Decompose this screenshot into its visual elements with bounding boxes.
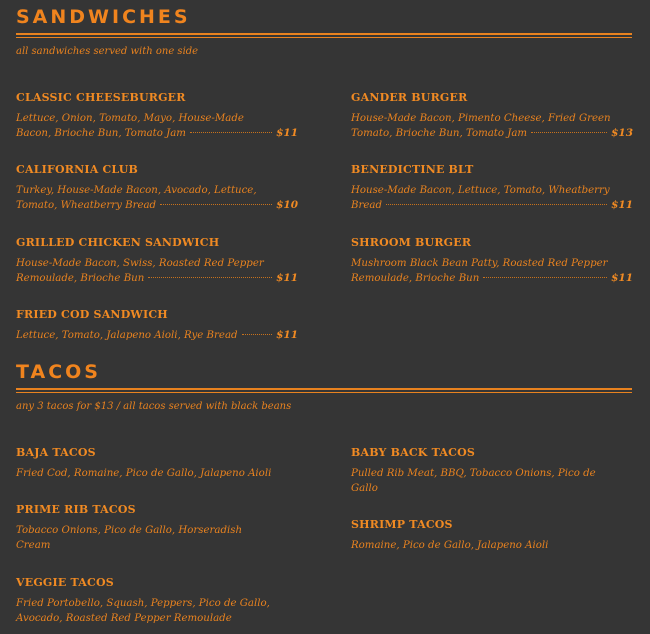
item-name: BABY BACK TACOS [351,446,475,459]
menu-item-shrimp-tacos [351,518,633,553]
tacos-divider [16,388,632,393]
item-description [351,111,633,141]
item-description [16,256,298,286]
dot-leader [483,277,607,278]
sandwiches-heading: SANDWICHES [16,6,191,28]
dot-leader [190,132,272,133]
item-name: GANDER BURGER [351,91,468,104]
menu-item-classic-cheeseburger [16,91,298,141]
menu-item-baby-back-tacos [351,446,633,496]
item-desc-line: House-Made Bacon, Pimento Cheese, Fried Green [351,113,611,124]
dot-leader [386,204,607,205]
item-desc-line: Remoulade, Brioche Bun [16,273,145,284]
item-desc-line: Tobacco Onions, Pico de Gallo, Horseradish [16,525,243,536]
tacos-heading: TACOS [16,361,101,383]
item-description [16,523,298,553]
item-name: SHRIMP TACOS [351,518,453,531]
item-desc-line: Bacon, Brioche Bun, Tomato Jam [16,128,186,139]
menu-item-benedictine-blt [351,163,633,213]
item-name: GRILLED CHICKEN SANDWICH [16,236,220,249]
dot-leader [160,204,272,205]
menu-item-grilled-chicken-sandwich [16,236,298,286]
item-desc-line: Tomato, Wheatberry Bread [16,200,157,211]
tacos-subtitle: any 3 tacos for $13 / all tacos served with black beans [16,401,292,412]
item-desc-line: Bread [351,200,382,211]
menu-item-veggie-tacos [16,576,298,626]
item-name: PRIME RIB TACOS [16,503,136,516]
item-desc-line: Remoulade, Brioche Bun [351,273,480,284]
item-name: BENEDICTINE BLT [351,163,474,176]
item-desc-line: Pulled Rib Meat, BBQ, Tobacco Onions, Pico de [351,468,596,479]
item-desc-line: Avocado, Roasted Red Pepper Remoulade [16,613,232,624]
menu-item-fried-cod-sandwich [16,308,298,343]
item-description [16,183,298,213]
item-desc-line: Mushroom Black Bean Patty, Roasted Red Pepper [351,258,608,269]
item-desc-line: Gallo [351,483,378,494]
sandwiches-subtitle: all sandwiches served with one side [16,46,199,57]
item-desc-line: Tomato, Brioche Bun, Tomato Jam [351,128,528,139]
menu-item-baja-tacos [16,446,298,481]
item-description [16,328,298,343]
item-desc-line: Fried Cod, Romaine, Pico de Gallo, Jalapeno Aioli [16,468,272,479]
item-desc-line: Turkey, House-Made Bacon, Avocado, Lettuce, [16,185,257,196]
dot-leader [531,132,607,133]
item-desc-line: Lettuce, Onion, Tomato, Mayo, House-Made [16,113,244,124]
item-description [16,466,298,481]
item-desc-line: Cream [16,540,51,551]
item-desc-line: Fried Portobello, Squash, Peppers, Pico de Gallo, [16,598,270,609]
item-price: $11 [276,272,298,284]
item-name: CLASSIC CHEESEBURGER [16,91,186,104]
menu-item-california-club [16,163,298,213]
item-name: CALIFORNIA CLUB [16,163,139,176]
item-name: BAJA TACOS [16,446,96,459]
item-price: $11 [276,329,298,341]
item-price: $11 [611,199,633,211]
item-name: VEGGIE TACOS [16,576,114,589]
item-price: $10 [276,199,298,211]
item-desc-line: House-Made Bacon, Swiss, Roasted Red Pepper [16,258,264,269]
dot-leader [148,277,272,278]
item-description [351,256,633,286]
item-name: FRIED COD SANDWICH [16,308,168,321]
item-description [16,596,298,626]
menu-item-prime-rib-tacos [16,503,298,553]
menu-item-gander-burger [351,91,633,141]
item-description [16,111,298,141]
item-description [351,183,633,213]
item-price: $11 [611,272,633,284]
item-desc-line: Lettuce, Tomato, Jalapeno Aioli, Rye Bread [16,330,238,341]
sandwiches-divider [16,33,632,38]
item-price: $11 [276,127,298,139]
item-price: $13 [611,127,633,139]
menu-item-shroom-burger [351,236,633,286]
item-description [351,538,633,553]
item-desc-line: Romaine, Pico de Gallo, Jalapeno Aioli [351,540,549,551]
item-description [351,466,633,496]
item-name: SHROOM BURGER [351,236,472,249]
item-desc-line: House-Made Bacon, Lettuce, Tomato, Wheatberry [351,185,610,196]
dot-leader [242,334,273,335]
